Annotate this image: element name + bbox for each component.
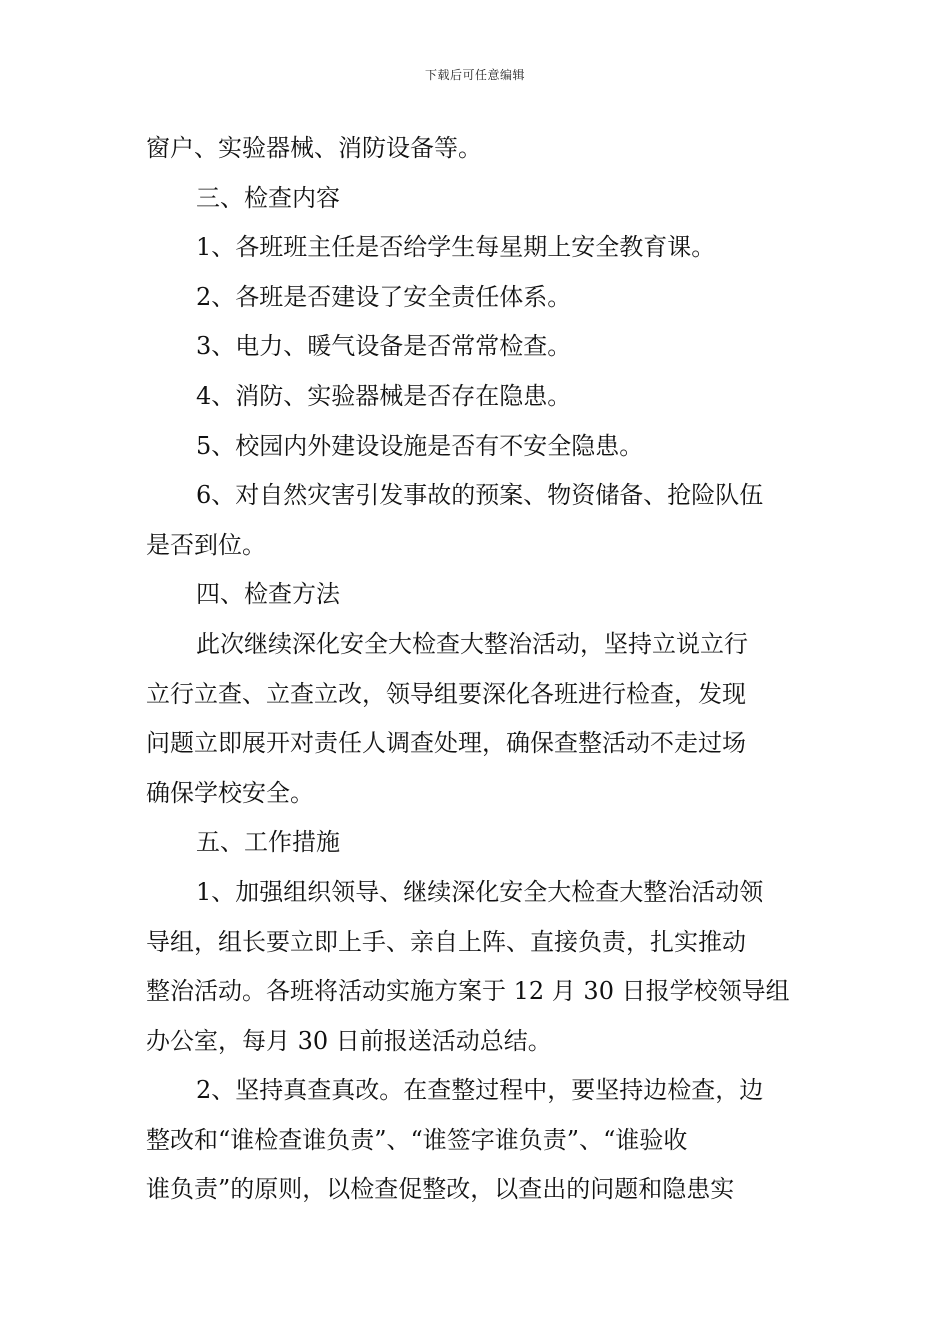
text-line: 立行立查、立查立改，领导组要深化各班进行检查，发现 (146, 679, 746, 708)
text-line: 谁负责”的原则，以检查促整改，以查出的问题和隐患实 (146, 1175, 735, 1204)
text-line: 5、校园内外建设设施是否有不安全隐患。 (196, 431, 644, 460)
text-line: 整治活动。各班将活动实施方案于 12 月 30 日报学校领导组 (146, 977, 790, 1006)
text-line: 1、各班班主任是否给学生每星期上安全教育课。 (196, 233, 716, 262)
text-line: 2、各班是否建设了安全责任体系。 (196, 282, 572, 311)
text-line: 问题立即展开对责任人调查处理，确保查整活动不走过场 (146, 729, 746, 758)
text-line: 2、坚持真查真改。在查整过程中，要坚持边检查，边 (196, 1076, 764, 1105)
text-line: 窗户、实验器械、消防设备等。 (146, 134, 482, 162)
text-line: 1、加强组织领导、继续深化安全大检查大整治活动领 (196, 877, 764, 906)
text-line: 3、电力、暖气设备是否常常检查。 (196, 332, 572, 361)
text-line: 五、工作措施 (196, 828, 340, 857)
text-line: 四、检查方法 (196, 580, 340, 609)
text-line: 4、消防、实验器械是否存在隐患。 (196, 381, 572, 410)
document-body (146, 124, 806, 1215)
text-line: 整改和“谁检查谁负责”、“谁签字谁负责”、“谁验收 (146, 1125, 688, 1154)
text-line: 确保学校安全。 (146, 778, 314, 807)
text-line: 导组，组长要立即上手、亲自上阵、直接负责，扎实推动 (146, 927, 746, 956)
text-line: 6、对自然灾害引发事故的预案、物资储备、抢险队伍 (196, 481, 764, 510)
page-header: 下载后可任意编辑 (424, 68, 525, 82)
text-line: 办公室，每月 30 日前报送活动总结。 (146, 1026, 552, 1055)
text-line: 三、检查内容 (196, 183, 340, 212)
text-line: 是否到位。 (146, 530, 266, 559)
text-line: 此次继续深化安全大检查大整治活动，坚持立说立行 (196, 629, 748, 658)
